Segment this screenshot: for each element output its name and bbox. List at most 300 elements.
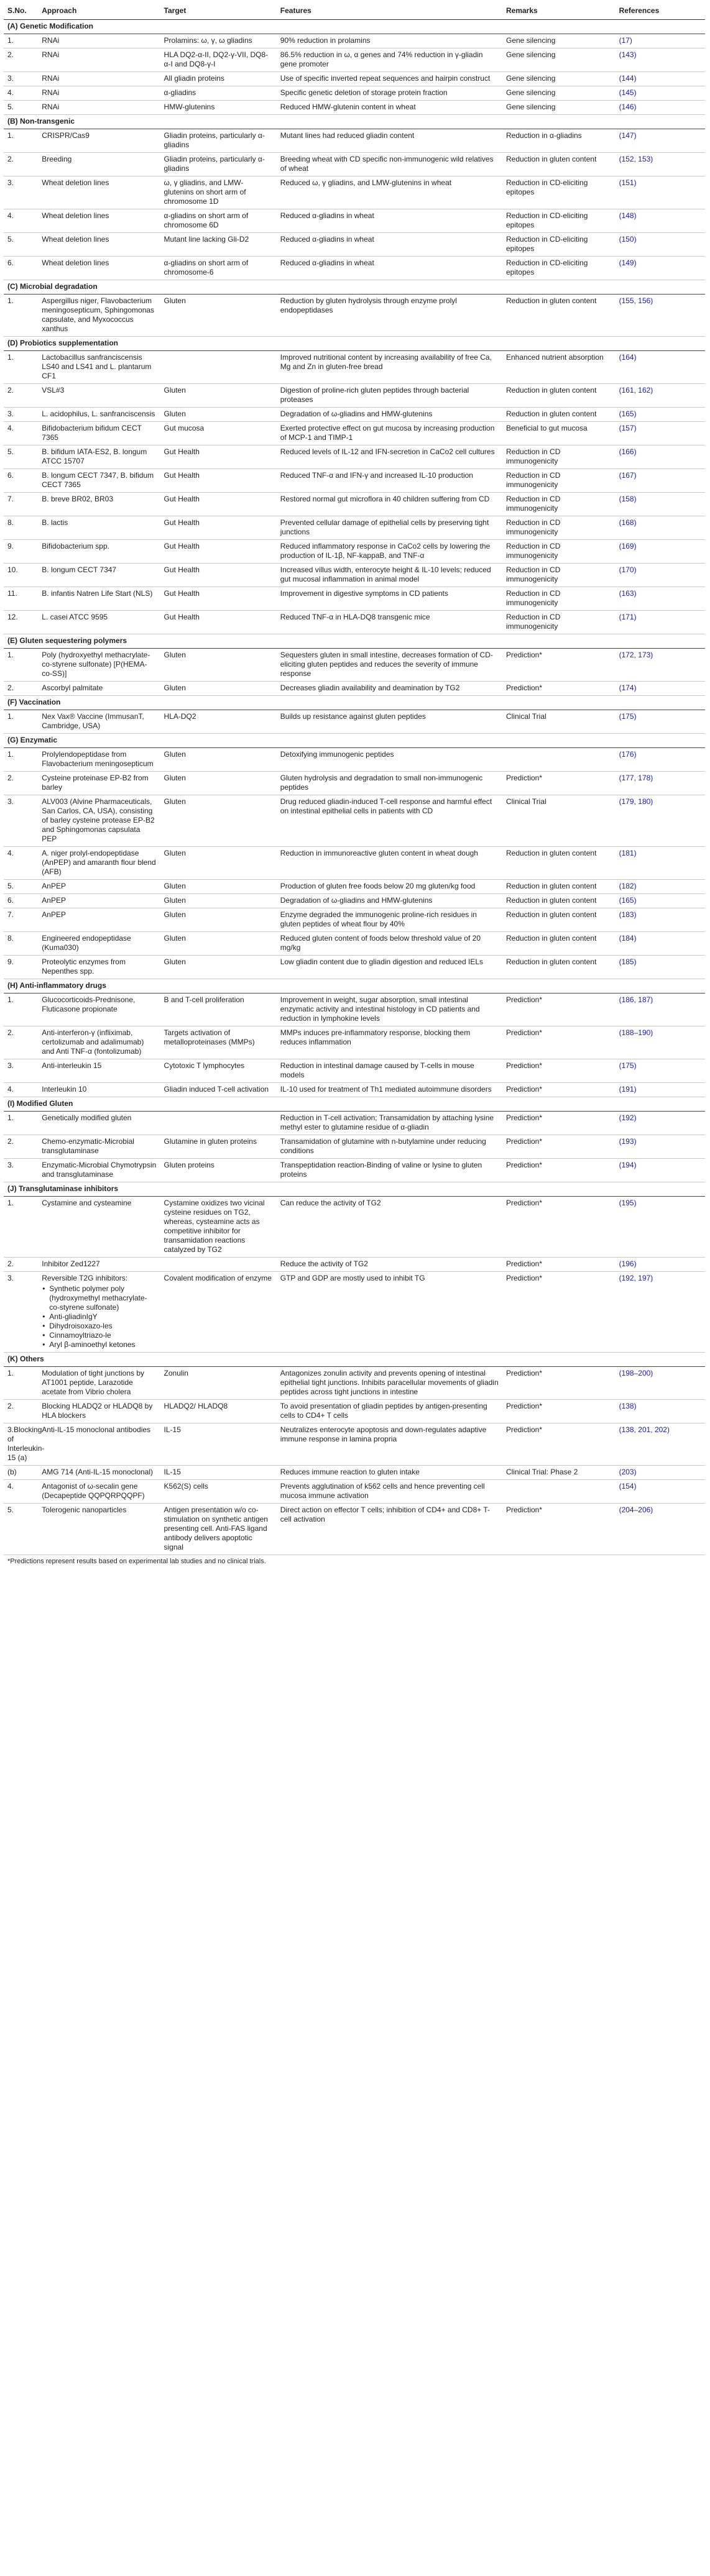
cell-features: Reduced inflammatory response in CaCo2 cells by lowering the production of IL-1β, NF-kappaB, and TNF-α — [277, 540, 502, 564]
cell-target: Gut Health — [160, 516, 277, 540]
cell-approach: RNAi — [38, 101, 160, 115]
cell-target: Gluten — [160, 649, 277, 682]
cell-sno: 4. — [4, 1083, 38, 1097]
cell-sno: 2. — [4, 153, 38, 176]
cell-approach: Lactobacillus sanfranciscensis LS40 and LS41 and L. plantarum CF1 — [38, 351, 160, 384]
cell-sno: 5. — [4, 445, 38, 469]
cell-sno: 1. — [4, 1112, 38, 1135]
cell-features: Transamidation of glutamine with n-butylamine under reducing conditions — [277, 1135, 502, 1159]
cell-references: (192, 197) — [615, 1272, 705, 1353]
cell-remarks: Reduction in gluten content — [502, 384, 615, 408]
cell-target: Gut mucosa — [160, 422, 277, 445]
cell-remarks: Prediction* — [502, 682, 615, 696]
table-row — [4, 611, 705, 634]
cell-approach: ALV003 (Alvine Pharmaceuticals, San Carlos, CA, USA), consisting of barley cysteine protease EP-B2 and Sphingomonas capsulata PEP — [38, 795, 160, 847]
cell-features: Reduction in intestinal damage caused by T-cells in mouse models — [277, 1059, 502, 1083]
header-references: References — [615, 4, 705, 20]
cell-target: Targets activation of metalloproteinases (MMPs) — [160, 1026, 277, 1059]
cell-features: Use of specific inverted repeat sequences and hairpin construct — [277, 72, 502, 86]
table-row — [4, 772, 705, 795]
cell-sno: 1. — [4, 351, 38, 384]
table-row — [4, 445, 705, 469]
cell-references: (196) — [615, 1258, 705, 1272]
cell-target: Gluten proteins — [160, 1159, 277, 1182]
section-title: (J) Transglutaminase inhibitors — [4, 1182, 705, 1197]
cell-remarks: Prediction* — [502, 1504, 615, 1555]
cell-remarks: Gene silencing — [502, 72, 615, 86]
table-row — [4, 351, 705, 384]
table-row — [4, 408, 705, 422]
cell-approach: RNAi — [38, 48, 160, 72]
table-row — [4, 908, 705, 932]
section-title: (C) Microbial degradation — [4, 280, 705, 295]
cell-target: HLA-DQ2 — [160, 710, 277, 734]
cell-approach: Poly (hydroxyethyl methacrylate-co-styrene sulfonate) [P(HEMA-co-SS)] — [38, 649, 160, 682]
cell-remarks: Reduction in CD immunogenicity — [502, 587, 615, 611]
cell-remarks: Reduction in gluten content — [502, 932, 615, 956]
cell-approach: Anti-interleukin 15 — [38, 1059, 160, 1083]
cell-sno: 9. — [4, 956, 38, 979]
cell-approach: L. acidophilus, L. sanfranciscensis — [38, 408, 160, 422]
cell-references: (154) — [615, 1480, 705, 1504]
cell-sno: 3. — [4, 1272, 38, 1353]
cell-references: (194) — [615, 1159, 705, 1182]
cell-sno: 9. — [4, 540, 38, 564]
cell-features: Low gliadin content due to gliadin digestion and reduced IELs — [277, 956, 502, 979]
cell-remarks: Enhanced nutrient absorption — [502, 351, 615, 384]
cell-sno: 2. — [4, 48, 38, 72]
cell-references: (143) — [615, 48, 705, 72]
table-row — [4, 86, 705, 101]
cell-target: Gliadin proteins, particularly α-gliadins — [160, 129, 277, 153]
cell-target: Gut Health — [160, 469, 277, 493]
cell-features: Drug reduced gliadin-induced T-cell response and harmful effect on intestinal epithelial cells in patients with CD — [277, 795, 502, 847]
cell-target: Gluten — [160, 408, 277, 422]
cell-remarks: Reduction in CD-eliciting epitopes — [502, 176, 615, 209]
inhibitor-list — [42, 1284, 156, 1350]
cell-approach: Cystamine and cysteamine — [38, 1197, 160, 1258]
cell-target: α-gliadins on short arm of chromosome-6 — [160, 257, 277, 280]
cell-approach: RNAi — [38, 34, 160, 48]
cell-references: (195) — [615, 1197, 705, 1258]
table-row — [4, 493, 705, 516]
cell-remarks: Reduction in CD immunogenicity — [502, 516, 615, 540]
cell-target: Gluten — [160, 295, 277, 337]
cell-approach: AnPEP — [38, 908, 160, 932]
cell-references: (186, 187) — [615, 993, 705, 1026]
section-header-row — [4, 696, 705, 710]
cell-target: Gluten — [160, 847, 277, 880]
cell-remarks: Prediction* — [502, 1272, 615, 1353]
cell-remarks: Prediction* — [502, 1197, 615, 1258]
cell-approach: Bifidobacterium spp. — [38, 540, 160, 564]
cell-features: Antagonizes zonulin activity and prevents opening of intestinal epithelial tight junctions. Inhibits paracellular movements of gliadin peptides across tight junctions in intestine — [277, 1367, 502, 1400]
cell-sno: 10. — [4, 564, 38, 587]
table-row — [4, 1367, 705, 1400]
table-row — [4, 1159, 705, 1182]
cell-target — [160, 1112, 277, 1135]
cell-remarks: Reduction in gluten content — [502, 880, 615, 894]
cell-remarks: Reduction in gluten content — [502, 408, 615, 422]
cell-features: Degradation of ω-gliadins and HMW-glutenins — [277, 408, 502, 422]
cell-remarks: Gene silencing — [502, 34, 615, 48]
cell-remarks: Prediction* — [502, 1159, 615, 1182]
cell-sno: 1. — [4, 129, 38, 153]
cell-references: (144) — [615, 72, 705, 86]
cell-target: Gluten — [160, 908, 277, 932]
cell-references: (172, 173) — [615, 649, 705, 682]
cell-features: Gluten hydrolysis and degradation to small non-immunogenic peptides — [277, 772, 502, 795]
cell-target: Gluten — [160, 795, 277, 847]
table-row — [4, 469, 705, 493]
cell-remarks: Prediction* — [502, 1083, 615, 1097]
header-target: Target — [160, 4, 277, 20]
table-row — [4, 710, 705, 734]
cell-sno: 4. — [4, 86, 38, 101]
table-row — [4, 34, 705, 48]
cell-target: Gut Health — [160, 611, 277, 634]
cell-sno: 12. — [4, 611, 38, 634]
table-row — [4, 564, 705, 587]
cell-target: Cystamine oxidizes two vicinal cysteine residues on TG2, whereas, cysteamine acts as competitive inhibitor for transamidation reactions catalyzed by TG2 — [160, 1197, 277, 1258]
table-row — [4, 233, 705, 257]
cell-target: Covalent modification of enzyme — [160, 1272, 277, 1353]
table-row — [4, 1272, 705, 1353]
cell-features: To avoid presentation of gliadin peptides by antigen-presenting cells to CD4+ T cells — [277, 1400, 502, 1423]
cell-features: Transpeptidation reaction-Binding of valine or lysine to gluten proteins — [277, 1159, 502, 1182]
cell-remarks: Clinical Trial: Phase 2 — [502, 1466, 615, 1480]
cell-remarks: Reduction in gluten content — [502, 894, 615, 908]
cell-sno: 1. — [4, 34, 38, 48]
section-title: (F) Vaccination — [4, 696, 705, 710]
cell-target: HMW-glutenins — [160, 101, 277, 115]
cell-references: (138, 201, 202) — [615, 1423, 705, 1466]
cell-remarks: Prediction* — [502, 1423, 615, 1466]
cell-target: HLA DQ2-α-II, DQ2-γ-VII, DQ8-α-I and DQ8-γ-I — [160, 48, 277, 72]
cell-features: Reduced α-gliadins in wheat — [277, 257, 502, 280]
cell-remarks: Reduction in gluten content — [502, 956, 615, 979]
cell-remarks: Beneficial to gut mucosa — [502, 422, 615, 445]
cell-sno: 2. — [4, 1258, 38, 1272]
table-row — [4, 153, 705, 176]
cell-target: Antigen presentation w/o co-stimulation on synthetic antigen presenting cell. Anti-FAS ligand antibody delivers apoptotic signal — [160, 1504, 277, 1555]
cell-target: Glutamine in gluten proteins — [160, 1135, 277, 1159]
cell-approach: Ascorbyl palmitate — [38, 682, 160, 696]
cell-approach: Inhibitor Zed1227 — [38, 1258, 160, 1272]
section-title: (E) Gluten sequestering polymers — [4, 634, 705, 649]
cell-features: Reduced HMW-glutenin content in wheat — [277, 101, 502, 115]
table-row — [4, 516, 705, 540]
cell-remarks: Prediction* — [502, 1367, 615, 1400]
table-row — [4, 295, 705, 337]
cell-sno: 7. — [4, 908, 38, 932]
section-title: (I) Modified Gluten — [4, 1097, 705, 1112]
cell-features: Enzyme degraded the immunogenic proline-rich residues in gluten peptides of wheat flour by 40% — [277, 908, 502, 932]
cell-target: Gluten — [160, 682, 277, 696]
cell-features: Builds up resistance against gluten peptides — [277, 710, 502, 734]
cell-features: Digestion of proline-rich gluten peptides through bacterial proteases — [277, 384, 502, 408]
cell-features: Detoxifying immunogenic peptides — [277, 748, 502, 772]
cell-approach: B. bifidum IATA-ES2, B. longum ATCC 15707 — [38, 445, 160, 469]
table-row — [4, 1059, 705, 1083]
cell-sno: 7. — [4, 493, 38, 516]
cell-references: (164) — [615, 351, 705, 384]
cell-features: Specific genetic deletion of storage protein fraction — [277, 86, 502, 101]
cell-approach: Bifidobacterium bifidum CECT 7365 — [38, 422, 160, 445]
cell-features: Prevents agglutination of k562 cells and hence preventing cell mucosa immune activation — [277, 1480, 502, 1504]
cell-sno: 2. — [4, 1400, 38, 1423]
cell-remarks: Gene silencing — [502, 48, 615, 72]
cell-remarks — [502, 1480, 615, 1504]
cell-features: Restored normal gut microflora in 40 children suffering from CD — [277, 493, 502, 516]
cell-approach: B. longum CECT 7347 — [38, 564, 160, 587]
cell-references: (152, 153) — [615, 153, 705, 176]
cell-approach: B. lactis — [38, 516, 160, 540]
cell-target: Gluten — [160, 772, 277, 795]
cell-sno: 2. — [4, 1135, 38, 1159]
cell-approach: Wheat deletion lines — [38, 233, 160, 257]
inhibitor-list-item: • Anti-gliadinIgY — [49, 1312, 156, 1322]
table-row — [4, 587, 705, 611]
cell-features: Improvement in digestive symptoms in CD patients — [277, 587, 502, 611]
cell-features: GTP and GDP are mostly used to inhibit TG — [277, 1272, 502, 1353]
cell-sno: 1. — [4, 1197, 38, 1258]
section-header-row — [4, 1097, 705, 1112]
cell-remarks: Gene silencing — [502, 86, 615, 101]
cell-features: Improvement in weight, sugar absorption, small intestinal enzymatic activity and intestinal histology in CD patients and reduction in lymphokine levels — [277, 993, 502, 1026]
cell-references: (157) — [615, 422, 705, 445]
cell-target: HLADQ2/ HLADQ8 — [160, 1400, 277, 1423]
cell-features: MMPs induces pre-inflammatory response, blocking them reduces inflammation — [277, 1026, 502, 1059]
cell-remarks: Clinical Trial — [502, 795, 615, 847]
cell-target: IL-15 — [160, 1466, 277, 1480]
cell-approach: Genetically modified gluten — [38, 1112, 160, 1135]
table-row — [4, 1112, 705, 1135]
cell-features: Mutant lines had reduced gliadin content — [277, 129, 502, 153]
cell-remarks: Reduction in CD immunogenicity — [502, 611, 615, 634]
cell-references: (182) — [615, 880, 705, 894]
cell-approach: A. niger prolyl-endopeptidase (AnPEP) and amaranth flour blend (AFB) — [38, 847, 160, 880]
cell-references: (167) — [615, 469, 705, 493]
cell-remarks: Reduction in CD immunogenicity — [502, 469, 615, 493]
cell-sno: 1. — [4, 295, 38, 337]
table-row — [4, 894, 705, 908]
cell-references: (198–200) — [615, 1367, 705, 1400]
cell-approach: Glucocorticoids-Prednisone, Fluticasone propionate — [38, 993, 160, 1026]
cell-sno: 5. — [4, 1504, 38, 1555]
cell-approach: Blocking HLADQ2 or HLADQ8 by HLA blockers — [38, 1400, 160, 1423]
cell-features: 86.5% reduction in ω, α genes and 74% reduction in γ-gliadin gene promoter — [277, 48, 502, 72]
cell-target: Gut Health — [160, 493, 277, 516]
cell-features: Direct action on effector T cells; inhibition of CD4+ and CD8+ T-cell activation — [277, 1504, 502, 1555]
table-row — [4, 847, 705, 880]
cell-sno: 2. — [4, 772, 38, 795]
table-row — [4, 993, 705, 1026]
table-row — [4, 682, 705, 696]
cell-sno: (b) — [4, 1466, 38, 1480]
cell-approach: AMG 714 (Anti-IL-15 monoclonal) — [38, 1466, 160, 1480]
cell-target: Gut Health — [160, 445, 277, 469]
inhibitor-list-item: • Dihydroisoxazo-les — [49, 1322, 156, 1331]
cell-sno: 3. — [4, 795, 38, 847]
cell-approach: Wheat deletion lines — [38, 176, 160, 209]
cell-references: (170) — [615, 564, 705, 587]
cell-features: Production of gluten free foods below 20 mg gluten/kg food — [277, 880, 502, 894]
cell-target: Gut Health — [160, 587, 277, 611]
approaches-table — [4, 4, 705, 1569]
cell-remarks: Reduction in CD immunogenicity — [502, 540, 615, 564]
cell-references: (149) — [615, 257, 705, 280]
cell-target: α-gliadins — [160, 86, 277, 101]
cell-references: (158) — [615, 493, 705, 516]
section-header-row — [4, 337, 705, 351]
cell-target: Gut Health — [160, 564, 277, 587]
cell-approach: AnPEP — [38, 880, 160, 894]
section-header-row — [4, 734, 705, 748]
cell-remarks: Reduction in gluten content — [502, 847, 615, 880]
cell-features: Reduced α-gliadins in wheat — [277, 209, 502, 233]
cell-remarks: Prediction* — [502, 1135, 615, 1159]
cell-references: (204–206) — [615, 1504, 705, 1555]
cell-features: Sequesters gluten in small intestine, decreases formation of CD-eliciting gluten peptides and reduces the severity of immune response — [277, 649, 502, 682]
cell-remarks: Gene silencing — [502, 101, 615, 115]
cell-sno: 3.Blocking of Interleukin-15 (a) — [4, 1423, 38, 1466]
table-row — [4, 257, 705, 280]
cell-features: Reduction in immunoreactive gluten content in wheat dough — [277, 847, 502, 880]
cell-remarks: Prediction* — [502, 772, 615, 795]
cell-sno: 1. — [4, 748, 38, 772]
cell-target: B and T-cell proliferation — [160, 993, 277, 1026]
cell-references: (174) — [615, 682, 705, 696]
cell-sno: 3. — [4, 72, 38, 86]
cell-target: Gluten — [160, 384, 277, 408]
cell-features: Reduced ω, γ gliadins, and LMW-glutenins in wheat — [277, 176, 502, 209]
cell-approach: Modulation of tight junctions by AT1001 peptide, Larazotide acetate from Vibrio cholera — [38, 1367, 160, 1400]
cell-references: (147) — [615, 129, 705, 153]
table-row — [4, 176, 705, 209]
cell-references: (184) — [615, 932, 705, 956]
cell-references: (169) — [615, 540, 705, 564]
cell-remarks: Reduction in CD immunogenicity — [502, 564, 615, 587]
table-row — [4, 540, 705, 564]
cell-features: Reduced gluten content of foods below threshold value of 20 mg/kg — [277, 932, 502, 956]
cell-references: (188–190) — [615, 1026, 705, 1059]
cell-references: (203) — [615, 1466, 705, 1480]
cell-references: (193) — [615, 1135, 705, 1159]
table-row — [4, 932, 705, 956]
cell-target: K562(S) cells — [160, 1480, 277, 1504]
cell-target: Gluten — [160, 932, 277, 956]
cell-sno: 6. — [4, 469, 38, 493]
section-header-row — [4, 1182, 705, 1197]
section-header-row — [4, 20, 705, 34]
cell-approach: B. longum CECT 7347, B. bifidum CECT 7365 — [38, 469, 160, 493]
cell-target: Prolamins: ω, γ, ω gliadins — [160, 34, 277, 48]
cell-remarks: Prediction* — [502, 649, 615, 682]
inhibitor-list-item: • Cinnamoyltriazo-le — [49, 1331, 156, 1340]
cell-remarks: Reduction in gluten content — [502, 295, 615, 337]
table-row — [4, 72, 705, 86]
cell-sno: 5. — [4, 233, 38, 257]
table-row — [4, 1026, 705, 1059]
cell-references: (163) — [615, 587, 705, 611]
cell-approach: Antagonist of ω-secalin gene (Decapeptide QQPQRPQQPF) — [38, 1480, 160, 1504]
cell-features: Reduce the activity of TG2 — [277, 1258, 502, 1272]
cell-references: (192) — [615, 1112, 705, 1135]
cell-target: Gluten — [160, 880, 277, 894]
cell-references: (138) — [615, 1400, 705, 1423]
cell-references: (151) — [615, 176, 705, 209]
header-features: Features — [277, 4, 502, 20]
cell-approach: AnPEP — [38, 894, 160, 908]
cell-approach: B. infantis Natren Life Start (NLS) — [38, 587, 160, 611]
cell-target: Gut Health — [160, 540, 277, 564]
cell-remarks: Reduction in CD immunogenicity — [502, 445, 615, 469]
table-row — [4, 1466, 705, 1480]
cell-approach: Wheat deletion lines — [38, 209, 160, 233]
cell-target: All gliadin proteins — [160, 72, 277, 86]
table-row — [4, 956, 705, 979]
cell-features: Can reduce the activity of TG2 — [277, 1197, 502, 1258]
cell-sno: 5. — [4, 101, 38, 115]
cell-sno: 6. — [4, 257, 38, 280]
cell-approach — [38, 1272, 160, 1353]
table-header-row — [4, 4, 705, 20]
cell-remarks: Reduction in gluten content — [502, 153, 615, 176]
cell-remarks: Reduction in CD immunogenicity — [502, 493, 615, 516]
cell-references: (145) — [615, 86, 705, 101]
approach-heading: Reversible T2G inhibitors: — [42, 1274, 128, 1282]
cell-approach: VSL#3 — [38, 384, 160, 408]
cell-features: Reduced TNF-α and IFN-γ and increased IL-10 production — [277, 469, 502, 493]
cell-approach: Wheat deletion lines — [38, 257, 160, 280]
cell-target: ω, γ gliadins, and LMW-glutenins on short arm of chromosome 1D — [160, 176, 277, 209]
cell-sno: 4. — [4, 847, 38, 880]
cell-references: (175) — [615, 1059, 705, 1083]
table-row — [4, 649, 705, 682]
section-title: (H) Anti-inflammatory drugs — [4, 979, 705, 993]
section-title: (G) Enzymatic — [4, 734, 705, 748]
section-title: (D) Probiotics supplementation — [4, 337, 705, 351]
cell-references: (171) — [615, 611, 705, 634]
table-row — [4, 1135, 705, 1159]
cell-approach: Anti-interferon-γ (infliximab, certolizumab and adalimumab) and Anti TNF-α (fontolizumab) — [38, 1026, 160, 1059]
cell-references: (166) — [615, 445, 705, 469]
table-row — [4, 101, 705, 115]
section-title: (A) Genetic Modification — [4, 20, 705, 34]
cell-features: Decreases gliadin availability and deamination by TG2 — [277, 682, 502, 696]
cell-sno: 3. — [4, 408, 38, 422]
table-row — [4, 1504, 705, 1555]
cell-features: Improved nutritional content by increasing availability of free Ca, Mg and Zn in gluten-free bread — [277, 351, 502, 384]
cell-features: IL-10 used for treatment of Th1 mediated autoimmune disorders — [277, 1083, 502, 1097]
table-body — [4, 20, 705, 1555]
cell-remarks: Reduction in gluten content — [502, 908, 615, 932]
cell-sno: 4. — [4, 209, 38, 233]
cell-references: (161, 162) — [615, 384, 705, 408]
cell-sno: 1. — [4, 710, 38, 734]
cell-target: Cytotoxic T lymphocytes — [160, 1059, 277, 1083]
cell-sno: 3. — [4, 1059, 38, 1083]
cell-references: (165) — [615, 408, 705, 422]
cell-sno: 11. — [4, 587, 38, 611]
section-header-row — [4, 979, 705, 993]
cell-approach: RNAi — [38, 72, 160, 86]
header-sno: S.No. — [4, 4, 38, 20]
cell-approach: B. breve BR02, BR03 — [38, 493, 160, 516]
cell-sno: 3. — [4, 1159, 38, 1182]
cell-approach: Aspergillus niger, Flavobacterium meningosepticum, Sphingomonas capsulate, and Myxococcus xanthus — [38, 295, 160, 337]
